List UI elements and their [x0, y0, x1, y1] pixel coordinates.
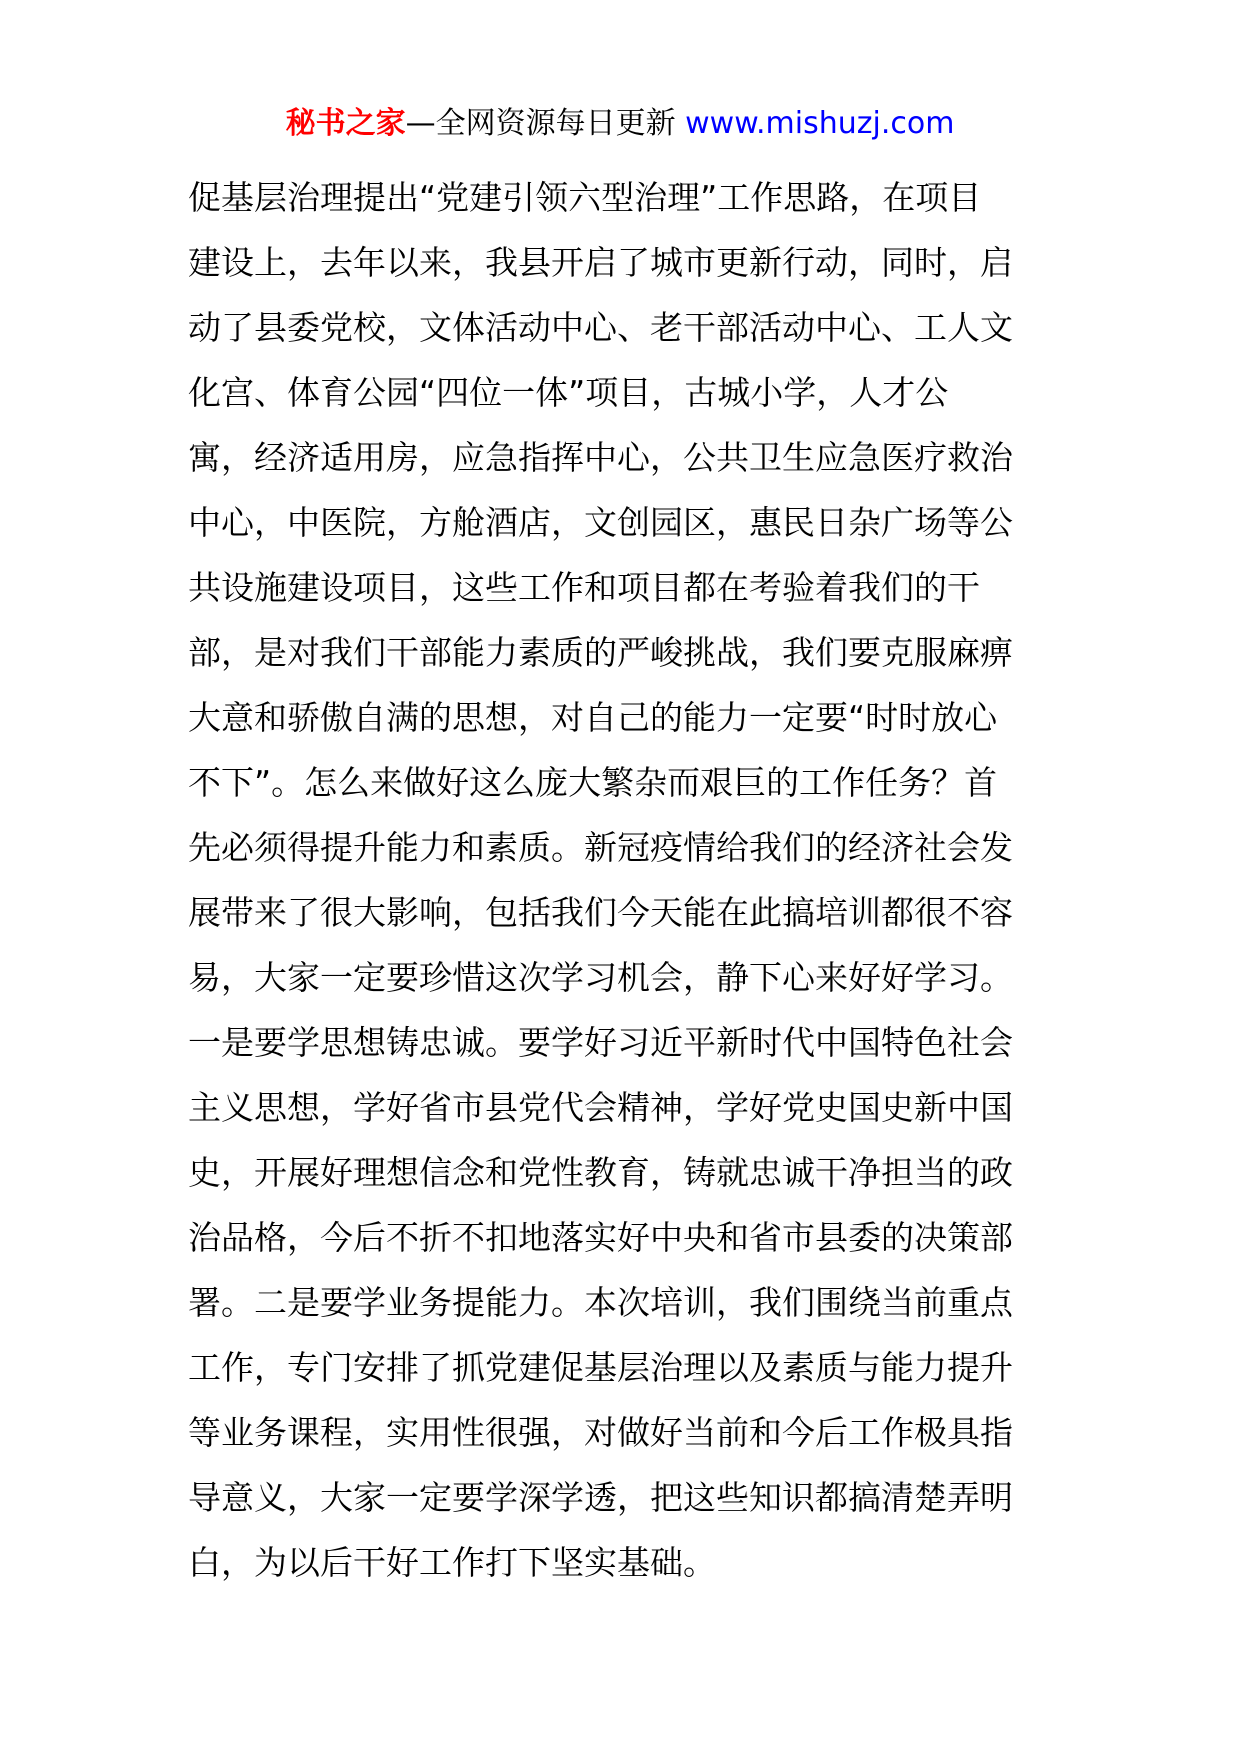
text-line: 中心，中医院，方舱酒店，文创园区，惠民日杂广场等公 — [188, 503, 1013, 542]
text-line: 等业务课程，实用性很强，对做好当前和今后工作极具指 — [188, 1413, 1013, 1452]
header-url-link[interactable]: www.mishuzj.com — [685, 106, 955, 141]
text-line: 共设施建设项目，这些工作和项目都在考验着我们的干 — [188, 568, 980, 607]
text-line: 易，大家一定要珍惜这次学习机会，静下心来好好学习。 — [188, 958, 1013, 997]
text-line: 一是要学思想铸忠诚。要学好习近平新时代中国特色社会 — [188, 1023, 1013, 1062]
text-line: 不下”。怎么来做好这么庞大繁杂而艰巨的工作任务？首 — [188, 763, 998, 802]
text-line: 动了县委党校，文体活动中心、老干部活动中心、工人文 — [188, 308, 1013, 347]
text-line: 署。二是要学业务提能力。本次培训，我们围绕当前重点 — [188, 1283, 1013, 1322]
header-brand: 秘书之家 — [285, 106, 406, 141]
text-line: 先必须得提升能力和素质。新冠疫情给我们的经济社会发 — [188, 828, 1013, 867]
text-line: 展带来了很大影响，包括我们今天能在此搞培训都很不容 — [188, 893, 1013, 932]
text-line: 主义思想，学好省市县党代会精神，学好党史国史新中国 — [188, 1088, 1013, 1127]
text-line: 工作，专门安排了抓党建促基层治理以及素质与能力提升 — [188, 1348, 1013, 1387]
text-line: 史，开展好理想信念和党性教育，铸就忠诚干净担当的政 — [188, 1153, 1013, 1192]
text-line: 导意义，大家一定要学深学透，把这些知识都搞清楚弄明 — [188, 1478, 1013, 1517]
text-line: 促基层治理提出“党建引领六型治理”工作思路，在项目 — [188, 178, 982, 217]
text-line: 部，是对我们干部能力素质的严峻挑战，我们要克服麻痹 — [188, 633, 1013, 672]
header-tagline: —全网资源每日更新 — [405, 106, 686, 141]
text-line: 大意和骄傲自满的思想，对自己的能力一定要“时时放心 — [188, 698, 998, 737]
text-line: 白，为以后干好工作打下坚实基础。 — [188, 1543, 716, 1582]
document-body — [188, 165, 1058, 1595]
text-line: 治品格，今后不折不扣地落实好中央和省市县委的决策部 — [188, 1218, 1013, 1257]
text-line: 建设上，去年以来，我县开启了城市更新行动，同时，启 — [188, 243, 1013, 282]
text-line: 化宫、体育公园“四位一体”项目，古城小学，人才公 — [188, 373, 949, 412]
text-line: 寓，经济适用房，应急指挥中心，公共卫生应急医疗救治 — [188, 438, 1013, 477]
page-header — [0, 102, 1240, 146]
